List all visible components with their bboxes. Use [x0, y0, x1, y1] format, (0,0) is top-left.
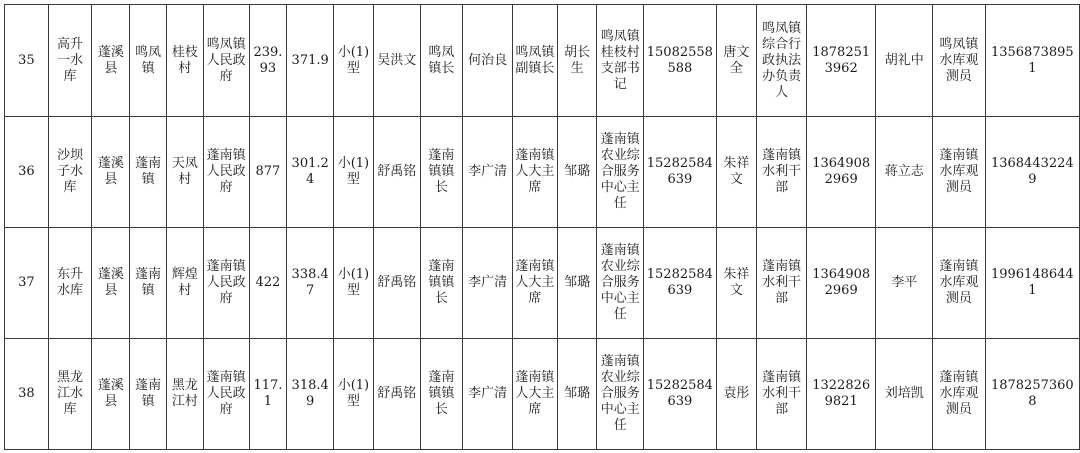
value-2-cell: 301.24 [287, 117, 334, 228]
manager-title-cell: 蓬南镇水利干部 [757, 339, 807, 450]
town-cell: 蓬南镇 [130, 339, 167, 450]
observer-phone-cell: 18782573608 [985, 339, 1079, 450]
village-cell: 辉煌村 [167, 228, 204, 339]
manager-title-cell: 鸣凤镇综合行政执法办负责人 [757, 5, 807, 117]
tech-responsible-name-cell: 邹璐 [557, 117, 597, 228]
observer-phone-cell: 13684432249 [985, 117, 1079, 228]
village-cell: 天凤村 [167, 117, 204, 228]
chief-responsible-name-cell: 何治良 [463, 5, 513, 117]
observer-name-cell: 李平 [876, 228, 933, 339]
tech-responsible-phone-cell: 15082558588 [644, 5, 716, 117]
row-number-cell: 38 [5, 339, 49, 450]
value-2-cell: 371.9 [287, 5, 334, 117]
reservoir-type-cell: 小(1)型 [334, 117, 374, 228]
tech-responsible-name-cell: 邹璐 [557, 339, 597, 450]
chief-responsible-name-cell: 李广清 [463, 117, 513, 228]
tech-responsible-title-cell: 鸣凤镇桂枝村支部书记 [597, 5, 644, 117]
tech-responsible-title-cell: 蓬南镇农业综合服务中心主任 [597, 228, 644, 339]
chief-responsible-title-cell: 蓬南镇人大主席 [512, 117, 557, 228]
chief-responsible-name-cell: 李广清 [463, 339, 513, 450]
manager-phone-cell: 13649082969 [806, 117, 875, 228]
town-government-cell: 蓬南镇人民政府 [203, 117, 249, 228]
county-cell: 蓬溪县 [92, 5, 130, 117]
observer-title-cell: 蓬南镇水库观测员 [933, 228, 986, 339]
village-cell: 黑龙江村 [167, 339, 204, 450]
observer-name-cell: 蒋立志 [876, 117, 933, 228]
reservoir-name-cell: 高升一水库 [48, 5, 92, 117]
value-1-cell: 877 [249, 117, 287, 228]
town-government-cell: 鸣凤镇人民政府 [203, 5, 249, 117]
observer-title-cell: 蓬南镇水库观测员 [933, 117, 986, 228]
observer-phone-cell: 19961486441 [985, 228, 1079, 339]
observer-title-cell: 鸣凤镇水库观测员 [933, 5, 986, 117]
county-cell: 蓬溪县 [92, 228, 130, 339]
town-government-cell: 蓬南镇人民政府 [203, 339, 249, 450]
admin-responsible-name-cell: 舒禹铭 [373, 117, 420, 228]
manager-phone-cell: 13228269821 [806, 339, 875, 450]
chief-responsible-name-cell: 李广清 [463, 228, 513, 339]
town-cell: 蓬南镇 [130, 228, 167, 339]
manager-phone-cell: 18782513962 [806, 5, 875, 117]
reservoir-type-cell: 小(1)型 [334, 228, 374, 339]
reservoir-name-cell: 东升水库 [48, 228, 92, 339]
town-cell: 蓬南镇 [130, 117, 167, 228]
chief-responsible-title-cell: 鸣凤镇副镇长 [512, 5, 557, 117]
value-1-cell: 239.93 [249, 5, 287, 117]
manager-name-cell: 唐文全 [716, 5, 757, 117]
value-1-cell: 117.1 [249, 339, 287, 450]
table-row [5, 339, 1080, 450]
manager-name-cell: 朱祥文 [716, 117, 757, 228]
tech-responsible-phone-cell: 15282584639 [644, 117, 716, 228]
table-row [5, 117, 1080, 228]
row-number-cell: 36 [5, 117, 49, 228]
manager-title-cell: 蓬南镇水利干部 [757, 228, 807, 339]
manager-title-cell: 蓬南镇水利干部 [757, 117, 807, 228]
chief-responsible-title-cell: 蓬南镇人大主席 [512, 228, 557, 339]
tech-responsible-phone-cell: 15282584639 [644, 228, 716, 339]
value-2-cell: 318.49 [287, 339, 334, 450]
observer-name-cell: 刘培凯 [876, 339, 933, 450]
tech-responsible-title-cell: 蓬南镇农业综合服务中心主任 [597, 117, 644, 228]
tech-responsible-title-cell: 蓬南镇农业综合服务中心主任 [597, 339, 644, 450]
row-number-cell: 35 [5, 5, 49, 117]
manager-phone-cell: 13649082969 [806, 228, 875, 339]
tech-responsible-phone-cell: 15282584639 [644, 339, 716, 450]
admin-responsible-title-cell: 蓬南镇镇长 [420, 339, 463, 450]
tech-responsible-name-cell: 邹璐 [557, 228, 597, 339]
table-row [5, 5, 1080, 117]
reservoir-type-cell: 小(1)型 [334, 339, 374, 450]
county-cell: 蓬溪县 [92, 117, 130, 228]
manager-name-cell: 朱祥文 [716, 228, 757, 339]
admin-responsible-title-cell: 蓬南镇镇长 [420, 228, 463, 339]
village-cell: 桂枝村 [167, 5, 204, 117]
reservoir-name-cell: 沙坝子水库 [48, 117, 92, 228]
value-1-cell: 422 [249, 228, 287, 339]
chief-responsible-title-cell: 蓬南镇人大主席 [512, 339, 557, 450]
admin-responsible-name-cell: 舒禹铭 [373, 339, 420, 450]
observer-phone-cell: 13568738951 [985, 5, 1079, 117]
reservoir-responsibility-table [4, 4, 1080, 450]
town-cell: 鸣凤镇 [130, 5, 167, 117]
county-cell: 蓬溪县 [92, 339, 130, 450]
reservoir-name-cell: 黑龙江水库 [48, 339, 92, 450]
admin-responsible-name-cell: 吴洪文 [373, 5, 420, 117]
admin-responsible-title-cell: 蓬南镇镇长 [420, 117, 463, 228]
reservoir-type-cell: 小(1)型 [334, 5, 374, 117]
admin-responsible-name-cell: 舒禹铭 [373, 228, 420, 339]
value-2-cell: 338.47 [287, 228, 334, 339]
admin-responsible-title-cell: 鸣凤镇长 [420, 5, 463, 117]
manager-name-cell: 袁彤 [716, 339, 757, 450]
observer-name-cell: 胡礼中 [876, 5, 933, 117]
observer-title-cell: 蓬南镇水库观测员 [933, 339, 986, 450]
row-number-cell: 37 [5, 228, 49, 339]
town-government-cell: 蓬南镇人民政府 [203, 228, 249, 339]
tech-responsible-name-cell: 胡长生 [557, 5, 597, 117]
table-row [5, 228, 1080, 339]
